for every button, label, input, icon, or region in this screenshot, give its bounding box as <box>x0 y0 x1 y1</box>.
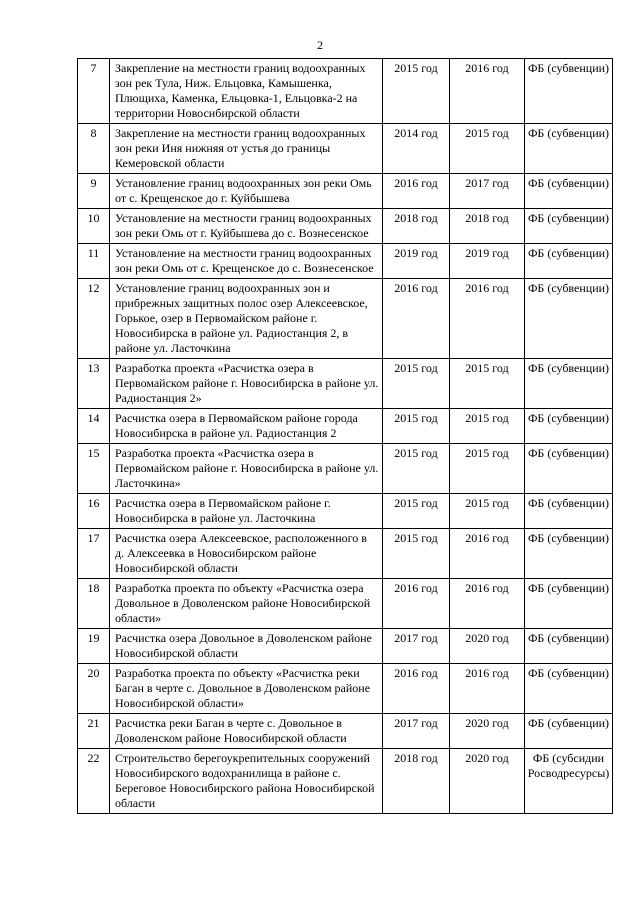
measure-name-cell: Расчистка озера Довольное в Доволенском районе Новосибирской области <box>110 629 383 664</box>
end-year-cell: 2015 год <box>450 444 525 494</box>
end-year-cell: 2018 год <box>450 209 525 244</box>
end-year-cell: 2017 год <box>450 174 525 209</box>
row-number-cell: 17 <box>78 529 110 579</box>
table-row <box>78 444 613 494</box>
table-row <box>78 409 613 444</box>
table-row <box>78 749 613 814</box>
table-row <box>78 174 613 209</box>
measure-name-cell: Расчистка озера Алексеевское, расположенного в д. Алексеевка в Новосибирском районе Новосибирской области <box>110 529 383 579</box>
table-body <box>78 59 613 814</box>
measure-name-cell: Разработка проекта «Расчистка озера в Первомайском районе г. Новосибирска в районе ул. Ласточкина» <box>110 444 383 494</box>
funding-source-cell: ФБ (субвенции) <box>525 124 613 174</box>
row-number-cell: 11 <box>78 244 110 279</box>
measure-name-cell: Разработка проекта по объекту «Расчистка озера Довольное в Доволенском районе Новосибирской области» <box>110 579 383 629</box>
row-number-cell: 12 <box>78 279 110 359</box>
row-number-cell: 8 <box>78 124 110 174</box>
end-year-cell: 2015 год <box>450 409 525 444</box>
end-year-cell: 2016 год <box>450 529 525 579</box>
table-row <box>78 244 613 279</box>
table-row <box>78 629 613 664</box>
funding-source-cell: ФБ (субвенции) <box>525 494 613 529</box>
start-year-cell: 2018 год <box>383 209 450 244</box>
funding-source-cell: ФБ (субвенции) <box>525 409 613 444</box>
row-number-cell: 13 <box>78 359 110 409</box>
start-year-cell: 2016 год <box>383 174 450 209</box>
measure-name-cell: Установление границ водоохранных зон и прибрежных защитных полос озер Алексеевское, Горькое, озер в Первомайском районе г. Новосибирска в районе ул. Радиостанция 2, в районе ул. Ласточкина <box>110 279 383 359</box>
table-row <box>78 279 613 359</box>
measure-name-cell: Разработка проекта по объекту «Расчистка реки Баган в черте с. Довольное в Доволенском районе Новосибирской области» <box>110 664 383 714</box>
row-number-cell: 14 <box>78 409 110 444</box>
table-row <box>78 124 613 174</box>
table-row <box>78 714 613 749</box>
start-year-cell: 2016 год <box>383 579 450 629</box>
measure-name-cell: Строительство берегоукрепительных сооружений Новосибирского водохранилища в районе с. Береговое Новосибирского района Новосибирской области <box>110 749 383 814</box>
funding-source-cell: ФБ (субвенции) <box>525 59 613 124</box>
row-number-cell: 7 <box>78 59 110 124</box>
start-year-cell: 2015 год <box>383 529 450 579</box>
measure-name-cell: Расчистка озера в Первомайском районе г. Новосибирска в районе ул. Ласточкина <box>110 494 383 529</box>
table-row <box>78 209 613 244</box>
row-number-cell: 15 <box>78 444 110 494</box>
row-number-cell: 22 <box>78 749 110 814</box>
table-row <box>78 529 613 579</box>
table-row <box>78 59 613 124</box>
row-number-cell: 19 <box>78 629 110 664</box>
start-year-cell: 2017 год <box>383 714 450 749</box>
funding-source-cell: ФБ (субсидии Росводресурсы) <box>525 749 613 814</box>
funding-source-cell: ФБ (субвенции) <box>525 209 613 244</box>
start-year-cell: 2016 год <box>383 279 450 359</box>
measure-name-cell: Расчистка реки Баган в черте с. Довольное в Доволенском районе Новосибирской области <box>110 714 383 749</box>
funding-source-cell: ФБ (субвенции) <box>525 629 613 664</box>
funding-source-cell: ФБ (субвенции) <box>525 714 613 749</box>
row-number-cell: 20 <box>78 664 110 714</box>
table-row <box>78 359 613 409</box>
measure-name-cell: Расчистка озера в Первомайском районе города Новосибирска в районе ул. Радиостанция 2 <box>110 409 383 444</box>
row-number-cell: 21 <box>78 714 110 749</box>
funding-source-cell: ФБ (субвенции) <box>525 359 613 409</box>
measure-name-cell: Разработка проекта «Расчистка озера в Первомайском районе г. Новосибирска в районе ул. Радиостанция 2» <box>110 359 383 409</box>
end-year-cell: 2015 год <box>450 494 525 529</box>
start-year-cell: 2015 год <box>383 359 450 409</box>
table-row <box>78 579 613 629</box>
end-year-cell: 2016 год <box>450 59 525 124</box>
measure-name-cell: Установление на местности границ водоохранных зон реки Омь от с. Крещенское до с. Вознесенское <box>110 244 383 279</box>
end-year-cell: 2015 год <box>450 124 525 174</box>
funding-source-cell: ФБ (субвенции) <box>525 174 613 209</box>
end-year-cell: 2020 год <box>450 714 525 749</box>
start-year-cell: 2015 год <box>383 409 450 444</box>
row-number-cell: 9 <box>78 174 110 209</box>
end-year-cell: 2020 год <box>450 629 525 664</box>
measure-name-cell: Установление границ водоохранных зон реки Омь от с. Крещенское до г. Куйбышева <box>110 174 383 209</box>
funding-source-cell: ФБ (субвенции) <box>525 664 613 714</box>
funding-source-cell: ФБ (субвенции) <box>525 244 613 279</box>
table-row <box>78 664 613 714</box>
measure-name-cell: Закрепление на местности границ водоохранных зон рек Тула, Ниж. Ельцовка, Камышенка, Плющиха, Каменка, Ельцовка-1, Ельцовка-2 на территории Новосибирской области <box>110 59 383 124</box>
measures-table <box>77 58 613 814</box>
funding-source-cell: ФБ (субвенции) <box>525 444 613 494</box>
table-row <box>78 494 613 529</box>
start-year-cell: 2015 год <box>383 494 450 529</box>
end-year-cell: 2016 год <box>450 279 525 359</box>
start-year-cell: 2016 год <box>383 664 450 714</box>
start-year-cell: 2018 год <box>383 749 450 814</box>
end-year-cell: 2015 год <box>450 359 525 409</box>
funding-source-cell: ФБ (субвенции) <box>525 579 613 629</box>
funding-source-cell: ФБ (субвенции) <box>525 529 613 579</box>
funding-source-cell: ФБ (субвенции) <box>525 279 613 359</box>
page-number: 2 <box>317 38 323 52</box>
start-year-cell: 2015 год <box>383 444 450 494</box>
end-year-cell: 2019 год <box>450 244 525 279</box>
row-number-cell: 18 <box>78 579 110 629</box>
measure-name-cell: Установление на местности границ водоохранных зон реки Омь от г. Куйбышева до с. Вознесенское <box>110 209 383 244</box>
row-number-cell: 16 <box>78 494 110 529</box>
end-year-cell: 2016 год <box>450 664 525 714</box>
end-year-cell: 2016 год <box>450 579 525 629</box>
start-year-cell: 2015 год <box>383 59 450 124</box>
start-year-cell: 2019 год <box>383 244 450 279</box>
row-number-cell: 10 <box>78 209 110 244</box>
start-year-cell: 2014 год <box>383 124 450 174</box>
end-year-cell: 2020 год <box>450 749 525 814</box>
start-year-cell: 2017 год <box>383 629 450 664</box>
measure-name-cell: Закрепление на местности границ водоохранных зон реки Иня нижняя от устья до границы Кемеровской области <box>110 124 383 174</box>
